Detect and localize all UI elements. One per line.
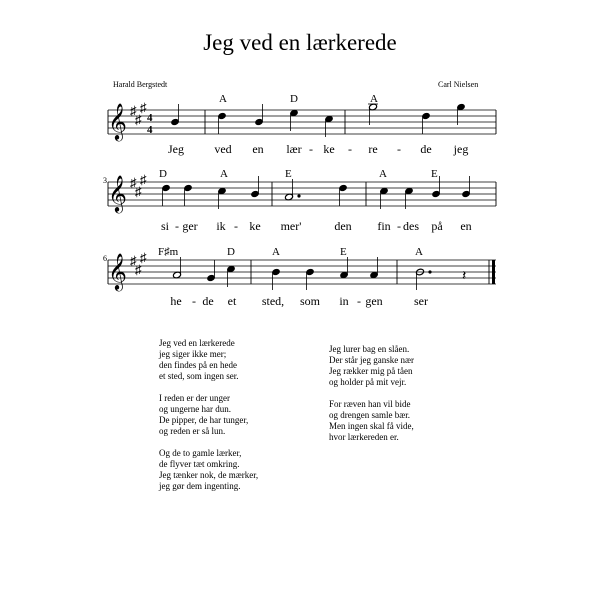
- stanza: [329, 344, 414, 388]
- chord-symbol: D: [290, 93, 298, 105]
- lyric-syllable: -: [309, 142, 313, 156]
- lyric-syllable: ke: [323, 142, 335, 156]
- quarter-rest-icon: 𝄽: [462, 269, 467, 284]
- svg-text:♯: ♯: [130, 253, 137, 268]
- chord-symbol: E: [431, 168, 438, 180]
- lyric-syllable: -: [397, 142, 401, 156]
- notes: [171, 103, 466, 137]
- verses-right-column: [329, 344, 414, 454]
- lyric-syllable: en: [460, 219, 472, 233]
- chord-symbol: A: [370, 93, 378, 105]
- lyric-syllable: sted,: [261, 294, 285, 308]
- lyric-syllable: Jeg: [168, 142, 184, 156]
- verse-line: og drengen samle bær.: [329, 410, 410, 420]
- chord-symbol: A: [272, 246, 280, 258]
- lyric-syllable: -: [175, 219, 179, 233]
- lyric-syllable: gen: [365, 294, 383, 308]
- svg-text:♯: ♯: [140, 100, 147, 115]
- svg-text:♯: ♯: [135, 262, 142, 277]
- lyric-syllable: ger: [182, 219, 198, 233]
- verse-line: et sted, som ingen ser.: [159, 371, 239, 381]
- composer-name: Carl Nielsen: [438, 80, 479, 89]
- chord-symbol: A: [415, 246, 423, 258]
- key-signature-sharps: [130, 172, 147, 199]
- verse-line: For ræven han vil bide: [329, 399, 411, 409]
- chord-symbols: [219, 93, 378, 105]
- verse-line: Jeg ved en lærkerede: [159, 338, 235, 348]
- lyric-syllable: et: [227, 294, 237, 308]
- chord-symbol: A: [219, 93, 227, 105]
- chord-symbol: A: [220, 168, 228, 180]
- key-signature-sharps: [130, 250, 147, 277]
- lyric-syllable: -: [348, 142, 352, 156]
- lyric-syllable: -: [397, 219, 401, 233]
- lyrics-line-1: [168, 142, 468, 156]
- lyric-syllable: lær: [286, 142, 302, 156]
- treble-clef-icon: 𝄞: [108, 103, 127, 139]
- verses-left-column: [159, 338, 258, 503]
- svg-text:♯: ♯: [130, 175, 137, 190]
- lyric-syllable: en: [252, 142, 264, 156]
- time-signature-top: 4: [147, 112, 153, 124]
- chord-symbol: D: [159, 168, 167, 180]
- verse-line: Jeg tænker nok, de mærker,: [159, 470, 259, 480]
- verse-line: Og de to gamle lærker,: [159, 448, 242, 458]
- lyric-syllable: som: [299, 294, 321, 308]
- treble-clef-icon: 𝄞: [108, 175, 127, 211]
- verse-line: den findes på en hede: [159, 360, 237, 370]
- svg-text:♯: ♯: [135, 184, 142, 199]
- svg-text:♯: ♯: [135, 112, 142, 127]
- staff-system-2: [103, 168, 496, 233]
- verse-line: Jeg rækker mig på tåen: [329, 366, 413, 376]
- chord-symbol: A: [379, 168, 387, 180]
- staff-system-3: [103, 246, 496, 308]
- chord-symbol: F♯m: [158, 246, 179, 258]
- svg-text:♯: ♯: [140, 250, 147, 265]
- lyric-syllable: på: [431, 219, 443, 233]
- lyric-syllable: ved: [214, 142, 232, 156]
- treble-clef-icon: 𝄞: [108, 253, 127, 289]
- lyric-syllable: ser: [414, 294, 428, 308]
- verse-line: Jeg lurer bag en slåen.: [329, 344, 410, 354]
- lyric-syllable: de: [420, 142, 432, 156]
- verse-line: jeg siger ikke mer;: [159, 349, 227, 359]
- song-title: Jeg ved en lærkerede: [203, 30, 397, 55]
- stanza: [159, 338, 258, 382]
- lyricist-name: Harald Bergstedt: [113, 80, 168, 89]
- measure-number: 6: [103, 254, 107, 263]
- lyric-syllable: mer': [280, 219, 302, 233]
- verse-line: Der står jeg ganske nær: [329, 355, 414, 365]
- key-signature-sharps: [130, 100, 147, 127]
- svg-text:♯: ♯: [140, 172, 147, 187]
- lyric-syllable: re: [368, 142, 378, 156]
- lyric-syllable: des: [403, 219, 419, 233]
- chord-symbol: E: [285, 168, 292, 180]
- stanza: [159, 448, 258, 492]
- verse-line: De pipper, de har tunger,: [159, 415, 249, 425]
- lyric-syllable: si: [160, 219, 170, 233]
- chord-symbol: D: [227, 246, 235, 258]
- verse-line: hvor lærkereden er.: [329, 432, 399, 442]
- lyric-syllable: den: [334, 219, 352, 233]
- lyric-syllable: he: [170, 294, 182, 308]
- verse-line: de flyver tæt omkring.: [159, 459, 240, 469]
- stanza: [329, 399, 414, 443]
- final-barline: [492, 260, 495, 284]
- staff-lines: [108, 110, 496, 134]
- lyric-syllable: in: [339, 294, 349, 308]
- verse-line: og reden er så lun.: [159, 426, 226, 436]
- verse-line: og ungerne har dun.: [159, 404, 231, 414]
- verse-line: I reden er der unger: [159, 393, 230, 403]
- verse-line: Men ingen skal få vide,: [329, 421, 414, 431]
- lyric-syllable: fin: [377, 219, 391, 233]
- lyric-syllable: -: [234, 219, 238, 233]
- lyric-syllable: ik: [216, 219, 226, 233]
- lyric-syllable: ke: [249, 219, 261, 233]
- chord-symbol: E: [340, 246, 347, 258]
- lyric-syllable: de: [202, 294, 214, 308]
- lyric-syllable: -: [357, 294, 361, 308]
- stanza: [159, 393, 258, 437]
- svg-text:♯: ♯: [130, 103, 137, 118]
- lyric-syllable: jeg: [453, 142, 469, 156]
- verse-line: jeg gør dem ingenting.: [159, 481, 241, 491]
- measure-number: 3: [103, 176, 107, 185]
- verse-line: og holder på mit vejr.: [329, 377, 407, 387]
- staff-system-1: [108, 93, 496, 156]
- lyric-syllable: -: [192, 294, 196, 308]
- time-signature-bottom: 4: [147, 124, 153, 136]
